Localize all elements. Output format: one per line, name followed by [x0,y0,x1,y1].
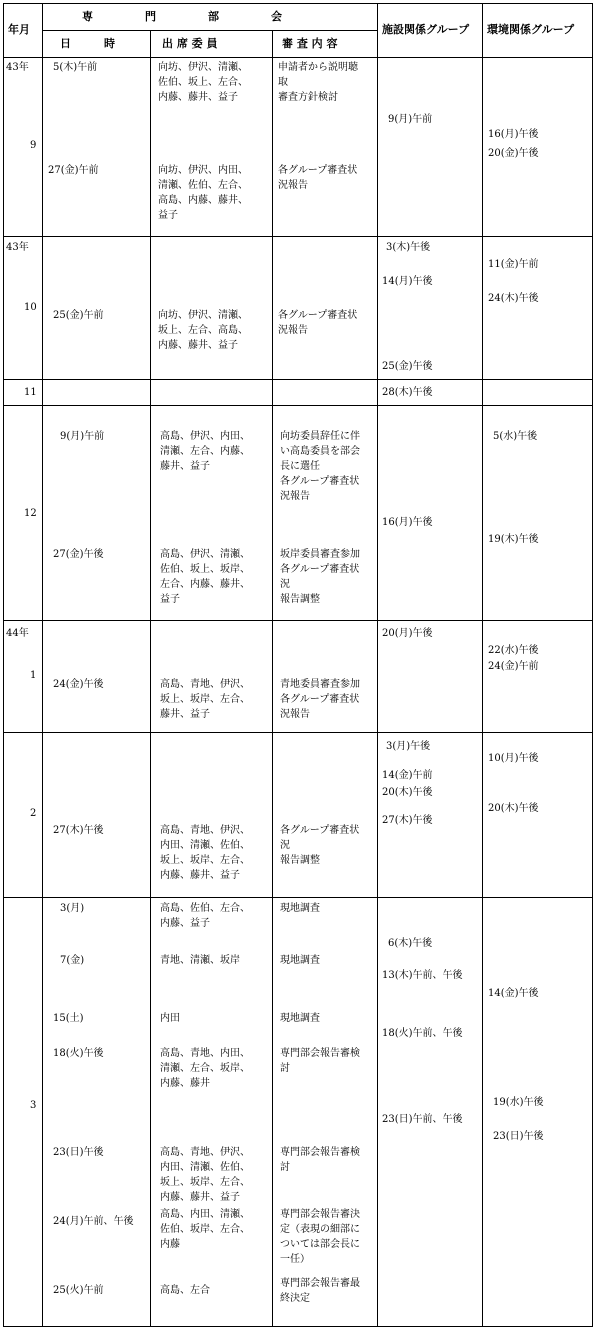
header-year-month: 年月 [8,23,30,36]
meeting-content: 専門部会報告審最 終決定 [280,1278,360,1304]
meeting-members: 高島、伊沢、内田、 清瀬、左合、内藤、 藤井、益子 [160,431,250,472]
facility-date: 16(月)午後 [382,517,433,528]
meeting-content: 青地委員審査参加 各グループ審査状 況報告 [280,679,360,720]
meeting-date: 27(金)午後 [53,549,104,560]
environment-date: 16(月)午後 [488,129,539,140]
rule [3,379,592,380]
rule [3,3,4,1327]
environment-date: 20(木)午後 [488,803,539,814]
environment-date: 14(金)午後 [488,988,539,999]
meeting-content: 専門部会報告審決 定（表現の細部に ついては部会長に 一任） [280,1209,360,1265]
meeting-members: 内田 [160,1013,180,1024]
header-senmon-bukai: 専 門 部 会 [82,10,292,23]
meeting-date: 24(金)午後 [53,679,104,690]
rule [3,732,592,733]
meeting-members: 高島、青地、伊沢、 内田、清瀬、佐伯、 坂上、坂岸、左合、 内藤、藤井、益子 [160,1147,250,1203]
header-date-time: 日 時 [60,37,115,50]
meeting-content: 各グループ審査状 況報告 [278,310,358,336]
rule [3,236,592,237]
meeting-members: 高島、内田、清瀬、 佐伯、坂岸、左合、 内藤 [160,1209,250,1250]
rule [42,30,377,31]
meeting-content: 向坊委員辞任に伴 い高島委員を部会 長に選任 各グループ審査状 況報告 [280,431,360,502]
meeting-members: 高島、青地、伊沢、 内田、清瀬、佐伯、 坂上、坂岸、左合、 内藤、藤井、益子 [160,825,250,881]
facility-date: 13(木)午前、午後 [382,970,463,981]
meeting-date: 27(木)午後 [53,825,104,836]
facility-date: 20(月)午後 [382,628,433,639]
meeting-content: 専門部会報告審検 討 [280,1147,360,1173]
meeting-date: 3(月) [60,903,85,914]
header-content: 審 査 内 容 [282,37,338,50]
facility-date: 3(木)午後 [386,242,431,253]
meeting-date: 15(土) [53,1013,84,1024]
month-label: 1 [30,670,37,681]
meeting-content: 坂岸委員審査参加 各グループ審査状 況 報告調整 [280,549,360,605]
meeting-content: 申請者から説明聴 取 審査方針検討 [278,62,358,103]
facility-date: 28(木)午後 [382,387,433,398]
meeting-date: 9(月)午前 [60,431,105,442]
environment-date: 19(水)午後 [493,1097,544,1108]
facility-date: 27(木)午後 [382,815,433,826]
meeting-members: 向坊、伊沢、清瀬、 佐伯、坂上、左合、 内藤、藤井、益子 [158,62,248,103]
meeting-date: 25(金)午前 [53,310,104,321]
rule [150,30,151,1327]
meeting-members: 高島、伊沢、清瀬、 佐伯、坂上、坂岸、 左合、内藤、藤井、 益子 [160,549,250,605]
meeting-content: 現地調査 [280,1013,320,1024]
environment-date: 23(日)午後 [493,1131,544,1142]
meeting-members: 向坊、伊沢、清瀬、 坂上、左合、高島、 内藤、藤井、益子 [158,310,248,351]
rule [3,57,592,58]
meeting-members: 高島、左合 [160,1285,210,1296]
meeting-date: 25(火)午前 [53,1285,104,1296]
meeting-members: 青地、清瀬、坂岸 [160,955,240,966]
meeting-content: 現地調査 [280,903,320,914]
environment-date: 10(月)午後 [488,753,539,764]
facility-date: 14(金)午前 [382,770,433,781]
rule [3,897,592,898]
meeting-date: 7(金) [60,955,85,966]
environment-date: 24(金)午前 [488,661,539,672]
facility-date: 6(木)午後 [388,938,433,949]
meeting-content: 現地調査 [280,955,320,966]
year-label: 43年 [6,62,29,73]
rule [377,3,378,1327]
meeting-date: 24(月)午前、午後 [53,1216,134,1227]
environment-date: 5(水)午後 [493,431,538,442]
rule [42,3,43,1327]
meeting-date: 5(木)午前 [53,62,98,73]
facility-date: 20(木)午後 [382,787,433,798]
facility-date: 18(火)午前、午後 [382,1028,463,1039]
month-label: 11 [24,387,37,398]
meeting-members: 高島、青地、伊沢、 坂上、坂岸、左合、 藤井、益子 [160,679,250,720]
month-label: 3 [30,1100,37,1111]
rule [3,3,592,4]
year-label: 43年 [6,242,29,253]
meeting-members: 向坊、伊沢、内田、 清瀬、佐伯、左合、 高島、内藤、藤井、 益子 [158,165,248,221]
header-environment-group: 環境関係グループ [487,23,575,36]
month-label: 10 [24,302,37,313]
facility-date: 9(月)午前 [388,114,433,125]
environment-date: 24(木)午後 [488,293,539,304]
meeting-date: 27(金)午前 [48,165,99,176]
rule [3,620,592,621]
environment-date: 20(金)午後 [488,148,539,159]
facility-date: 14(月)午後 [382,276,433,287]
meeting-date: 23(日)午後 [53,1147,104,1158]
year-label: 44年 [6,628,29,639]
facility-date: 25(金)午後 [382,361,433,372]
meeting-members: 高島、佐伯、左合、 内藤、益子 [160,903,250,929]
environment-date: 22(水)午後 [488,645,539,656]
header-facility-group: 施設関係グループ [382,23,470,36]
environment-date: 11(金)午前 [488,259,539,270]
facility-date: 3(月)午後 [386,741,431,752]
meeting-members: 高島、青地、内田、 清瀬、左合、坂岸、 内藤、藤井 [160,1048,250,1089]
meeting-content: 専門部会報告審検 討 [280,1048,360,1074]
header-members: 出 席 委 員 [162,37,218,50]
month-label: 2 [30,808,37,819]
month-label: 9 [30,140,37,151]
rule [272,30,273,1327]
rule [592,3,593,1327]
rule [482,3,483,1327]
rule [3,1326,592,1327]
meeting-content: 各グループ審査状 況 報告調整 [280,825,360,866]
facility-date: 23(日)午前、午後 [382,1114,463,1125]
rule [3,405,592,406]
environment-date: 19(木)午後 [488,534,539,545]
month-label: 12 [24,508,37,519]
meeting-date: 18(火)午後 [53,1048,104,1059]
meeting-content: 各グループ審査状 況報告 [278,165,358,191]
